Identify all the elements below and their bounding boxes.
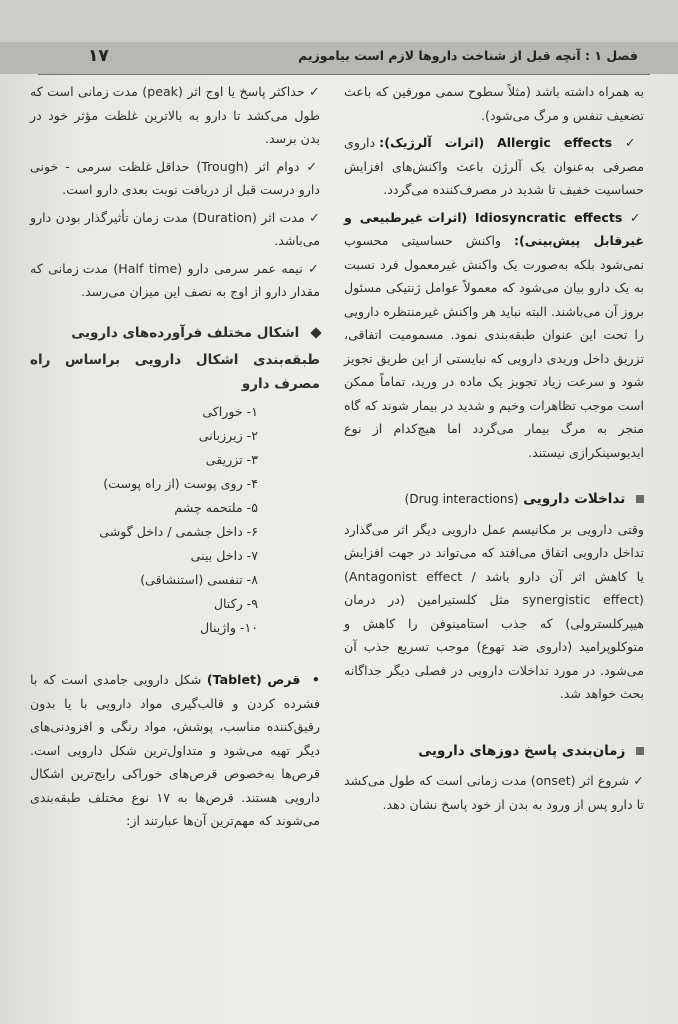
allergic-term-fa: (اثرات آلرژیک): [379,135,485,150]
idiosyncratic-term-en: Idiosyncratic effects [474,209,623,225]
drug-interactions-text-en: (Antagonist effect / synergistic effect) [344,568,644,607]
square-bullet-icon [636,495,644,503]
left-column [30,80,320,837]
allergic-paragraph [344,131,644,202]
duration-en: (Duration) [192,209,257,225]
peak-text-1: حداکثر پاسخ یا اوج اثر [187,84,305,99]
list-item: ۴- روی پوست (از راه پوست) [103,476,258,491]
drug-interactions-text-2: مثل کلستیرامین (در درمان هیپرکلسترولی) که جذب استامینوفن را کاهش و متوکلوپرامید (داروی ضد تهوع) موجب تسریع جذب آن می‌شود. در مورد تداخلات دارویی در فصلی دیگر جداگانه بحث خواهد شد. [344,592,644,701]
routes-heading: طبقه‌بندی اشکال دارویی براساس راه مصرف دارو [30,352,320,392]
idiosyncratic-term-fa: (اثرات غیرطبیعی و غیرقابل پیش‌بینی): [344,209,644,248]
allergic-term-en: Allergic effects [496,135,613,150]
spacer [30,650,320,668]
check-icon: ✓ [624,135,644,150]
half-time-text-1: نیمه عمر سرمی دارو [187,260,303,276]
check-icon: ✓ [306,158,320,174]
list-item: ۶- داخل جشمی / داخل گوشی [99,524,258,539]
trough-paragraph [30,155,320,202]
peak-text-2: مدت زمانی است که طول می‌کشد تا دارو به بالاترین غلظت مؤثر خود در بدن برسد. [30,84,320,146]
drug-interactions-paragraph [344,518,644,706]
duration-text-1: مدت اثر [261,209,305,225]
tablet-term-fa: قرص [267,672,301,687]
list-item: ۸- تنفسی (استنشاقی) [140,572,258,587]
peak-en: (peak) [142,84,183,99]
onset-term-fa: شروع اثر [579,773,630,788]
peak-paragraph [30,80,320,151]
page-number: ١٧ [88,46,109,66]
half-time-text-2: مدت زمانی که مقدار دارو از اوج به نصف این میزان می‌رسد. [30,260,320,299]
timing-heading [344,740,644,764]
check-icon: ✓ [633,773,644,788]
tablet-paragraph [30,668,320,833]
square-bullet-icon [636,747,644,755]
forms-heading-text: اشکال مختلف فرآورده‌های دارویی [71,324,300,341]
drug-interactions-heading-fa: تداخلات دارویی [523,491,626,507]
chapter-title: فصل ۱ : آنچه قبل از شناخت داروها لازم است بیاموزیم [298,48,638,63]
page-header [0,0,678,74]
drug-interactions-text-1: وقتی دارویی بر مکانیسم عمل دارویی دیگر اثر می‌گذارد تداخل دارویی اتفاق می‌افتد که می‌تواند در جهت افزایش یا کاهش اثر آن دارو باشد [344,521,644,584]
trough-text-2: حداقل غلظت سرمی - خونی دارو درست قبل از دریافت نوبت بعدی دارو است. [30,158,320,197]
list-item: ۷- داخل بینی [190,548,258,563]
list-item: ۱۰- واژینال [199,620,258,635]
duration-text-2: مدت زمان تأثیرگذار بودن دارو می‌باشد. [30,209,320,248]
onset-text: مدت زمانی است که طول می‌کشد تا دارو پس از ورود به بدن از خود پاسخ نشان دهد. [344,773,644,812]
check-icon: ✓ [309,209,320,225]
tablet-term-en: (Tablet) [206,672,262,687]
idiosyncratic-text: واکنش حساسیتی محسوب نمی‌شود بلکه به‌صورت یک واکنش غیرمعمول فرد نسبت به یک دارو بیان می‌شود که معمولاً عوامل ژنتیکی مسئول بروز آن می‌باشند. البته نباید هر واکنش غیرمنتظره دارویی را تحت این عنوان طبقه‌بندی نمود. مسمومیت اتفاقی، تزریق داخل وریدی دارویی که نبایستی از این طریق تجویز شود و سرعت زیاد تجویز یک ماده در ورید، تماماً ممکن است موجب تظاهرات وخیم و شدید در بیمار شوند که گاه منجر به مرگ بیمار می‌گردد اما هیچ‌کدام از نوع ایدیوسینکرازی نیستند. [344,233,644,460]
idiosyncratic-paragraph [344,206,644,465]
header-rule [38,74,650,75]
check-icon: ✓ [308,260,320,276]
trough-text-1: دوام اثر [255,158,300,174]
list-item: ۲- زیرزبانی [198,428,258,443]
list-item: ۳- تزریقی [205,452,258,467]
trough-en: (Trough) [196,158,249,174]
diamond-bullet-icon [310,327,321,338]
check-icon: ✓ [309,84,321,99]
allergic-text: داروی مصرفی به‌عنوان یک آلرژن باعث واکنش‌های افزایش حساسیت خفیف تا شدید در مصرف‌کننده می‌گردد. [344,135,644,197]
list-item: ۵- ملتحمه چشم [174,500,258,515]
drug-interactions-heading-en: (Drug interactions) [404,492,519,506]
onset-term-en: (onset) [530,773,576,788]
forms-heading [30,322,320,346]
drug-interactions-heading [344,488,644,512]
routes-list [30,400,320,640]
intro-paragraph: به همراه داشته باشد (مثلاً سطوح سمی مورفین که باعث تضعیف تنفس و مرگ می‌شود). [344,84,644,123]
list-item: ۹- رکتال [213,596,258,611]
timing-heading-text: زمان‌بندی پاسخ دوزهای دارویی [418,742,626,759]
half-time-en: (Half time) [113,260,183,276]
check-icon: ✓ [629,209,644,225]
half-time-paragraph [30,257,320,304]
duration-paragraph [30,206,320,253]
right-column [344,80,644,820]
bullet-icon: • [311,672,320,687]
tablet-text: شکل دارویی جامدی است که با فشرده کردن و قالب‌گیری مواد دارویی با یا بدون رقیق‌کننده مناسب، پوشش، مواد رنگی و افزودنی‌های دیگر تهیه می‌شود و متداول‌ترین شکل دارویی است. قرص‌ها به‌خصوص قرص‌های خوراکی رایج‌ترین اشکال دارویی هستند. قرص‌ها به ۱۷ نوع مختلف طبقه‌بندی می‌شوند که مهم‌ترین آن‌ها عبارتند از: [30,672,320,828]
list-item: ۱- خوراکی [202,404,258,419]
onset-paragraph [344,769,644,816]
